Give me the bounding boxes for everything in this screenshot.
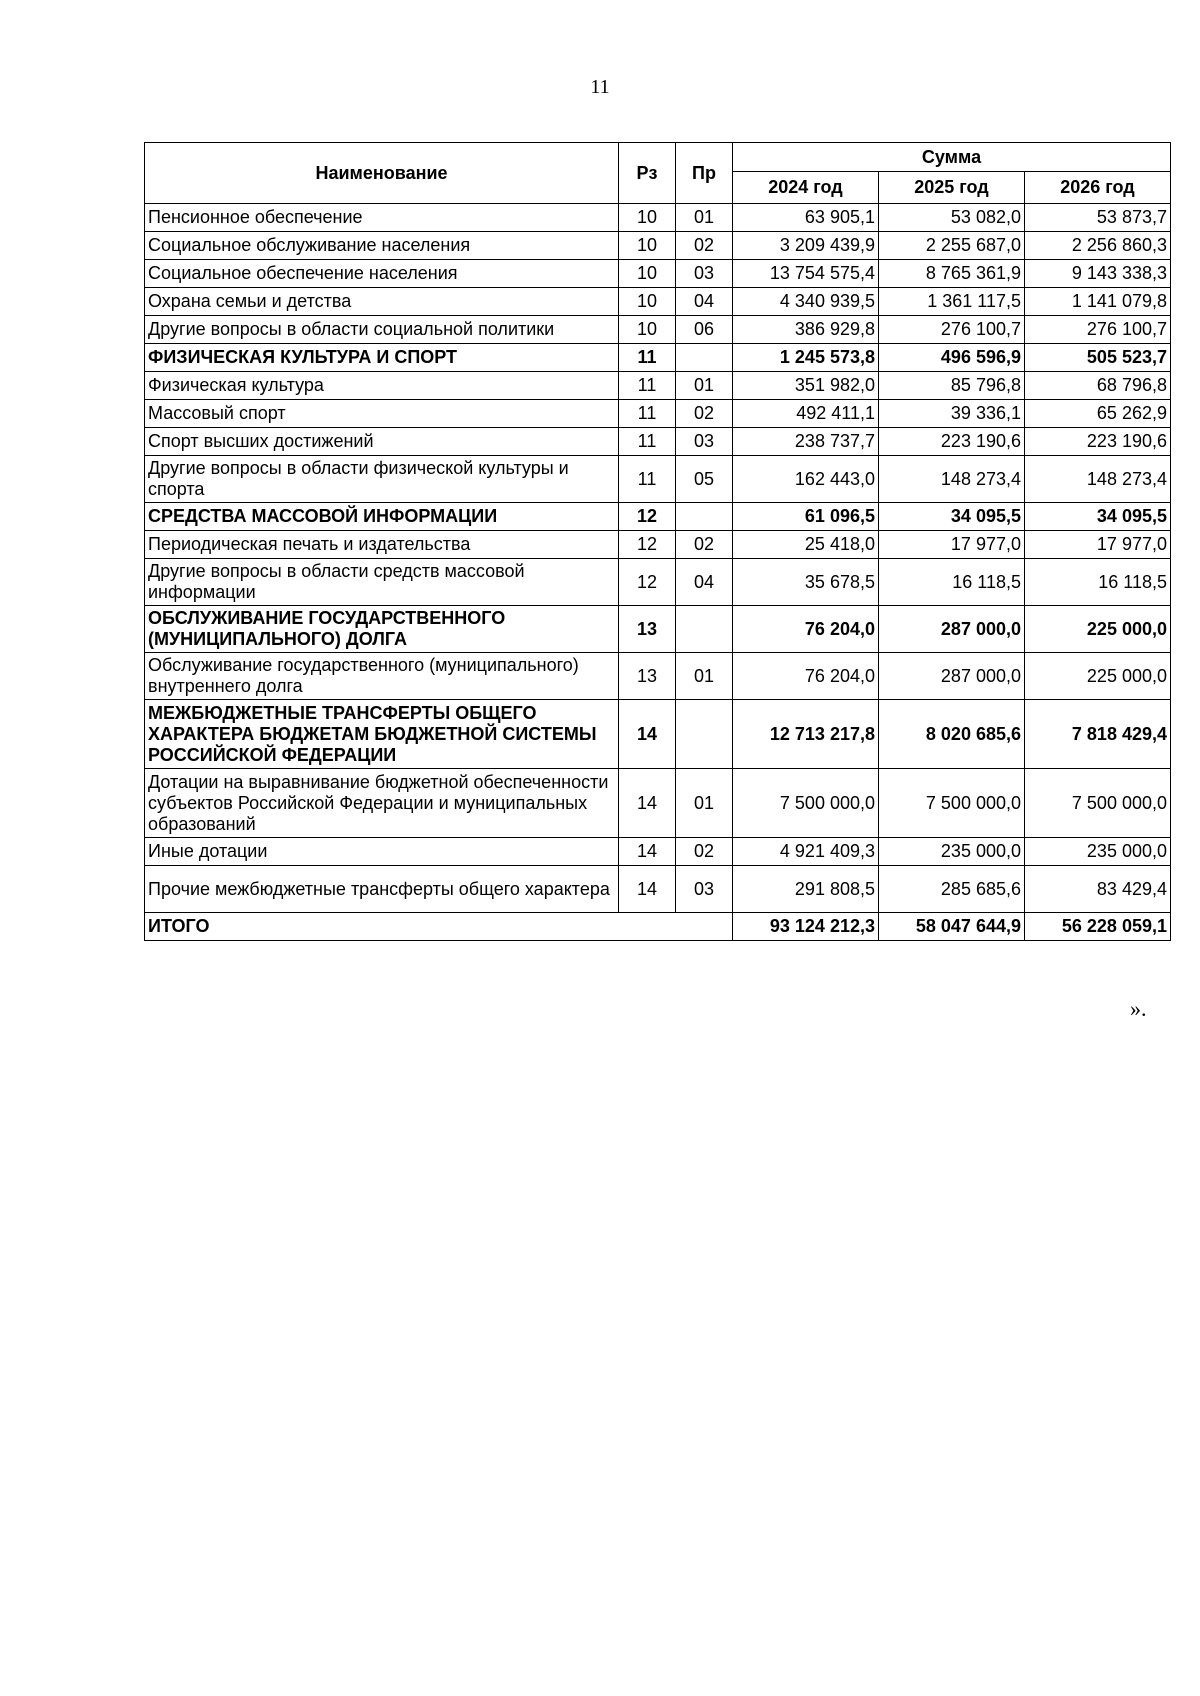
row-pr: 03 [676, 428, 733, 456]
row-rz: 10 [619, 204, 676, 232]
table-row [145, 653, 1171, 700]
total-value-2025: 58 047 644,9 [879, 913, 1025, 941]
row-rz: 12 [619, 559, 676, 606]
header-year-2025: 2025 год [879, 172, 1025, 204]
row-value-2025: 53 082,0 [879, 204, 1025, 232]
row-value-2026: 83 429,4 [1025, 866, 1171, 913]
row-name: Социальное обслуживание населения [145, 232, 619, 260]
row-name: Другие вопросы в области средств массовой информации [145, 559, 619, 606]
row-value-2026: 225 000,0 [1025, 606, 1171, 653]
row-value-2025: 1 361 117,5 [879, 288, 1025, 316]
section-row [145, 344, 1171, 372]
row-rz: 11 [619, 428, 676, 456]
row-rz: 12 [619, 503, 676, 531]
page-number: 11 [590, 76, 610, 98]
row-name: Спорт высших достижений [145, 428, 619, 456]
row-name: Охрана семьи и детства [145, 288, 619, 316]
row-name: Обслуживание государственного (муниципального) внутреннего долга [145, 653, 619, 700]
row-name: Физическая культура [145, 372, 619, 400]
header-pr: Пр [676, 143, 733, 204]
row-value-2025: 8 020 685,6 [879, 700, 1025, 769]
section-name: ФИЗИЧЕСКАЯ КУЛЬТУРА И СПОРТ [145, 344, 619, 372]
section-name: МЕЖБЮДЖЕТНЫЕ ТРАНСФЕРТЫ ОБЩЕГО ХАРАКТЕРА БЮДЖЕТАМ БЮДЖЕТНОЙ СИСТЕМЫ РОССИЙСКОЙ ФЕДЕРАЦИИ [145, 700, 619, 769]
row-name: Другие вопросы в области физической культуры и спорта [145, 456, 619, 503]
total-value-2026: 56 228 059,1 [1025, 913, 1171, 941]
row-rz: 10 [619, 260, 676, 288]
row-value-2025: 285 685,6 [879, 866, 1025, 913]
row-value-2024: 13 754 575,4 [733, 260, 879, 288]
row-name: Прочие межбюджетные трансферты общего характера [145, 866, 619, 913]
row-value-2026: 1 141 079,8 [1025, 288, 1171, 316]
row-value-2025: 223 190,6 [879, 428, 1025, 456]
row-rz: 10 [619, 288, 676, 316]
row-value-2024: 76 204,0 [733, 653, 879, 700]
row-value-2025: 8 765 361,9 [879, 260, 1025, 288]
row-value-2025: 287 000,0 [879, 653, 1025, 700]
row-pr: 03 [676, 260, 733, 288]
row-value-2025: 34 095,5 [879, 503, 1025, 531]
total-value-2024: 93 124 212,3 [733, 913, 879, 941]
row-name: Иные дотации [145, 838, 619, 866]
section-row [145, 700, 1171, 769]
table-row [145, 559, 1171, 606]
row-rz: 14 [619, 866, 676, 913]
row-pr: 01 [676, 204, 733, 232]
row-value-2026: 16 118,5 [1025, 559, 1171, 606]
row-value-2024: 35 678,5 [733, 559, 879, 606]
row-pr: 06 [676, 316, 733, 344]
row-value-2025: 16 118,5 [879, 559, 1025, 606]
row-value-2024: 291 808,5 [733, 866, 879, 913]
row-rz: 13 [619, 606, 676, 653]
row-value-2024: 12 713 217,8 [733, 700, 879, 769]
table-row [145, 232, 1171, 260]
total-label: ИТОГО [145, 913, 733, 941]
table-row [145, 260, 1171, 288]
row-rz: 13 [619, 653, 676, 700]
header-year-2026: 2026 год [1025, 172, 1171, 204]
row-value-2025: 496 596,9 [879, 344, 1025, 372]
row-value-2024: 4 921 409,3 [733, 838, 879, 866]
row-value-2025: 17 977,0 [879, 531, 1025, 559]
row-name: Пенсионное обеспечение [145, 204, 619, 232]
table-row [145, 531, 1171, 559]
table-row [145, 769, 1171, 838]
row-value-2024: 1 245 573,8 [733, 344, 879, 372]
table-row [145, 866, 1171, 913]
table-row [145, 288, 1171, 316]
row-rz: 12 [619, 531, 676, 559]
row-value-2025: 235 000,0 [879, 838, 1025, 866]
header-rz: Рз [619, 143, 676, 204]
total-row [145, 913, 1171, 941]
section-name: СРЕДСТВА МАССОВОЙ ИНФОРМАЦИИ [145, 503, 619, 531]
row-pr: 01 [676, 769, 733, 838]
row-value-2026: 65 262,9 [1025, 400, 1171, 428]
row-pr: 04 [676, 288, 733, 316]
header-sum: Сумма [733, 143, 1171, 172]
section-row [145, 606, 1171, 653]
row-value-2024: 4 340 939,5 [733, 288, 879, 316]
table-row [145, 428, 1171, 456]
row-pr: 03 [676, 866, 733, 913]
row-value-2024: 61 096,5 [733, 503, 879, 531]
row-value-2025: 85 796,8 [879, 372, 1025, 400]
row-rz: 14 [619, 700, 676, 769]
budget-table [144, 142, 1171, 941]
header-name: Наименование [145, 143, 619, 204]
row-value-2026: 2 256 860,3 [1025, 232, 1171, 260]
section-row [145, 503, 1171, 531]
row-pr: 04 [676, 559, 733, 606]
row-pr [676, 503, 733, 531]
row-value-2024: 386 929,8 [733, 316, 879, 344]
row-name: Другие вопросы в области социальной политики [145, 316, 619, 344]
row-value-2026: 17 977,0 [1025, 531, 1171, 559]
row-value-2026: 223 190,6 [1025, 428, 1171, 456]
row-value-2024: 7 500 000,0 [733, 769, 879, 838]
table-row [145, 204, 1171, 232]
table-row [145, 400, 1171, 428]
row-value-2025: 7 500 000,0 [879, 769, 1025, 838]
row-pr: 01 [676, 372, 733, 400]
row-value-2026: 148 273,4 [1025, 456, 1171, 503]
row-rz: 11 [619, 372, 676, 400]
row-rz: 10 [619, 316, 676, 344]
row-rz: 11 [619, 456, 676, 503]
row-value-2025: 287 000,0 [879, 606, 1025, 653]
row-pr: 01 [676, 653, 733, 700]
table-row [145, 456, 1171, 503]
row-rz: 14 [619, 838, 676, 866]
row-value-2024: 492 411,1 [733, 400, 879, 428]
row-pr: 05 [676, 456, 733, 503]
row-value-2026: 68 796,8 [1025, 372, 1171, 400]
row-rz: 11 [619, 344, 676, 372]
row-value-2025: 39 336,1 [879, 400, 1025, 428]
table-row [145, 316, 1171, 344]
header-year-2024: 2024 год [733, 172, 879, 204]
table-row [145, 372, 1171, 400]
row-name: Массовый спорт [145, 400, 619, 428]
row-rz: 11 [619, 400, 676, 428]
row-value-2026: 235 000,0 [1025, 838, 1171, 866]
table-row [145, 838, 1171, 866]
row-value-2024: 76 204,0 [733, 606, 879, 653]
row-pr: 02 [676, 838, 733, 866]
row-value-2024: 25 418,0 [733, 531, 879, 559]
row-rz: 14 [619, 769, 676, 838]
row-value-2026: 9 143 338,3 [1025, 260, 1171, 288]
row-value-2025: 148 273,4 [879, 456, 1025, 503]
closing-quote: ». [1130, 996, 1147, 1021]
section-name: ОБСЛУЖИВАНИЕ ГОСУДАРСТВЕННОГО (МУНИЦИПАЛЬНОГО) ДОЛГА [145, 606, 619, 653]
row-value-2024: 63 905,1 [733, 204, 879, 232]
row-name: Дотации на выравнивание бюджетной обеспеченности субъектов Российской Федерации и муниципальных образований [145, 769, 619, 838]
row-pr: 02 [676, 531, 733, 559]
row-value-2025: 2 255 687,0 [879, 232, 1025, 260]
row-rz: 10 [619, 232, 676, 260]
row-value-2026: 7 500 000,0 [1025, 769, 1171, 838]
row-value-2024: 3 209 439,9 [733, 232, 879, 260]
row-pr [676, 344, 733, 372]
row-value-2026: 276 100,7 [1025, 316, 1171, 344]
row-pr: 02 [676, 400, 733, 428]
row-pr [676, 606, 733, 653]
row-value-2026: 225 000,0 [1025, 653, 1171, 700]
row-name: Социальное обеспечение населения [145, 260, 619, 288]
row-value-2024: 238 737,7 [733, 428, 879, 456]
row-value-2026: 7 818 429,4 [1025, 700, 1171, 769]
row-name: Периодическая печать и издательства [145, 531, 619, 559]
row-value-2026: 53 873,7 [1025, 204, 1171, 232]
row-value-2024: 162 443,0 [733, 456, 879, 503]
row-value-2026: 505 523,7 [1025, 344, 1171, 372]
row-pr [676, 700, 733, 769]
row-pr: 02 [676, 232, 733, 260]
row-value-2024: 351 982,0 [733, 372, 879, 400]
row-value-2026: 34 095,5 [1025, 503, 1171, 531]
row-value-2025: 276 100,7 [879, 316, 1025, 344]
